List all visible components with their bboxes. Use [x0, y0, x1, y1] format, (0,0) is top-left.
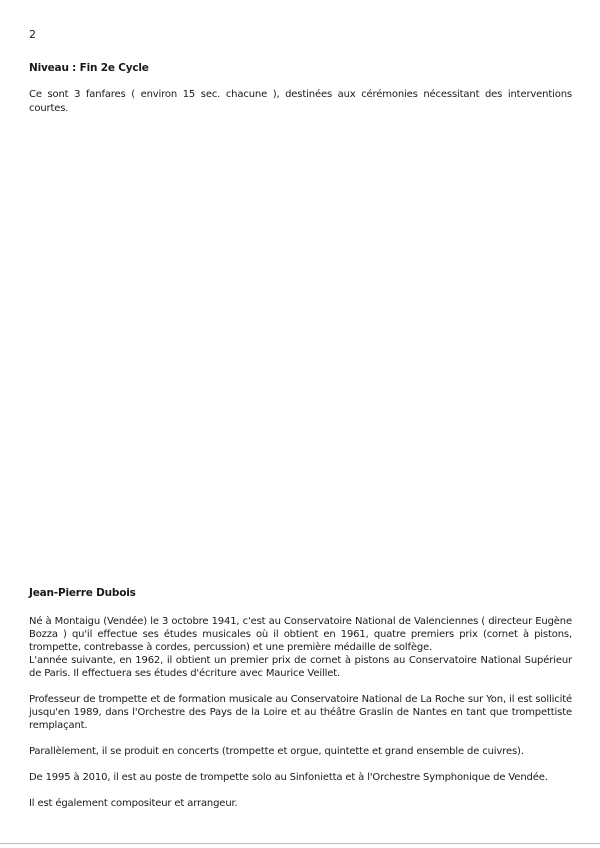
bio-paragraph-birth-studies: Né à Montaigu (Vendée) le 3 octobre 1941, c'est au Conservatoire National de Valenciennes ( directeur Eugène Bozza ) qu'il effectue ses études musicales où il obtient en 1961, quatre premiers prix (cornet à pistons, trompette, contrebasse à cordes, percussion) et une première médaille de solfège.: [29, 616, 572, 653]
bio-paragraph-concerts: Parallèlement, il se produit en concerts (trompette et orgue, quintette et grand ensemble de cuivres).: [29, 746, 524, 757]
bio-paragraph-solo-trumpet: De 1995 à 2010, il est au poste de trompette solo au Sinfonietta et à l'Orchestre Symphonique de Vendée.: [29, 772, 548, 783]
page-number: 2: [29, 28, 36, 41]
composer-name-heading: Jean-Pierre Dubois: [29, 587, 136, 599]
composer-biography: [29, 615, 572, 810]
intro-paragraph: Ce sont 3 fanfares ( environ 15 sec. chacune ), destinées aux cérémonies nécessitant des interventions courtes.: [29, 89, 572, 114]
bio-paragraph-teaching: Professeur de trompette et de formation musicale au Conservatoire National de La Roche sur Yon, il est sollicité jusqu'en 1989, dans l'Orchestre des Pays de la Loire et au théâtre Graslin de Nantes en tant que trompettiste remplaçant.: [29, 694, 572, 731]
level-heading: Niveau : Fin 2e Cycle: [29, 62, 149, 74]
bio-paragraph-cnsm: L'année suivante, en 1962, il obtient un premier prix de cornet à pistons au Conservatoire National Supérieur de Paris. Il effectuera ses études d'écriture avec Maurice Veillet.: [29, 655, 572, 679]
bio-paragraph-composer: Il est également compositeur et arrangeur.: [29, 798, 238, 809]
page-bottom-divider: [0, 843, 600, 844]
